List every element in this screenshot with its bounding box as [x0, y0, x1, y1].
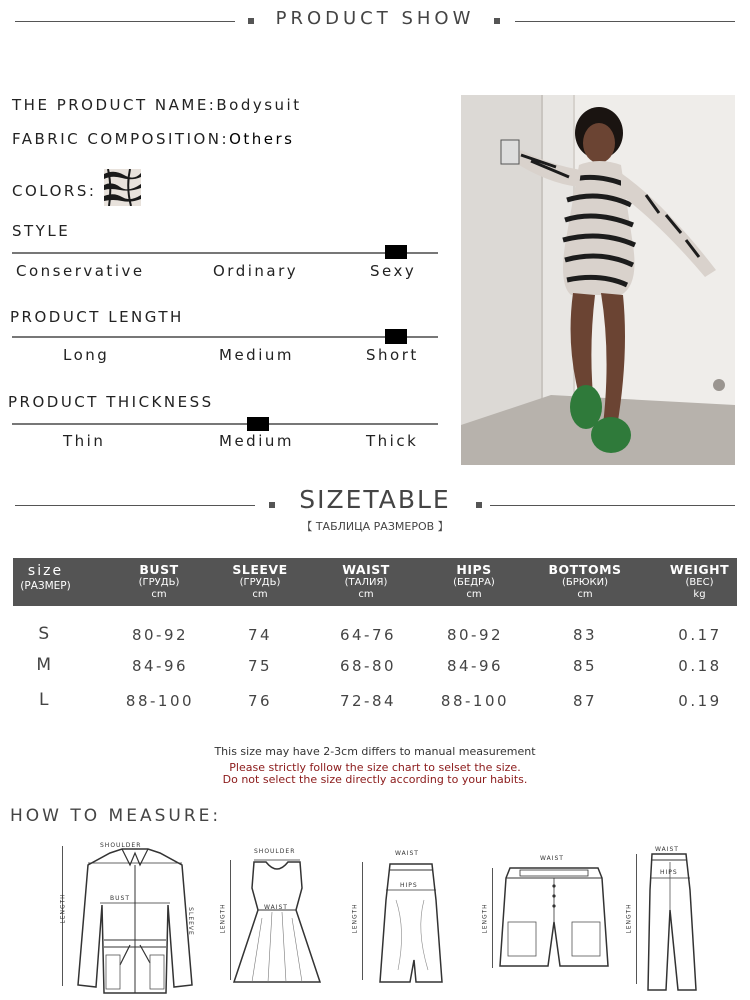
- sizetable-title: SIZETABLE: [299, 485, 451, 514]
- note-measurement: This size may have 2-3cm differs to manual measurement: [214, 745, 536, 758]
- style-label-sexy: Sexy: [370, 262, 417, 280]
- table-cell: 75: [247, 657, 273, 675]
- style-label-ordinary: Ordinary: [213, 262, 299, 280]
- style-label-conservative: Conservative: [16, 262, 145, 280]
- fabric-value: Others: [229, 130, 295, 148]
- pants-length-line: [636, 854, 637, 984]
- fabric-label: FABRIC COMPOSITION:: [12, 130, 230, 148]
- table-cell: 88-100: [125, 692, 195, 710]
- note-warning-1: Please strictly follow the size chart to selset the size.: [229, 761, 521, 774]
- product-name-label: THE PRODUCT NAME:: [12, 96, 217, 114]
- col-size: size (РАЗМЕР): [20, 563, 71, 592]
- pants-waist-label: WAIST: [655, 846, 679, 853]
- dress-length-label: LENGTH: [219, 903, 227, 934]
- thickness-scale-marker: [247, 417, 269, 431]
- sizetable-bullet-left: [269, 502, 275, 508]
- table-cell: 87: [572, 692, 598, 710]
- table-cell: 80-92: [131, 626, 189, 644]
- length-title: PRODUCT LENGTH: [10, 308, 184, 326]
- table-cell: L: [39, 690, 51, 710]
- table-cell: 80-92: [446, 626, 504, 644]
- jacket-shoulder-label: SHOULDER: [100, 842, 142, 849]
- header-bullet-left: [248, 18, 254, 24]
- col-bust: BUST (ГРУДЬ) cm: [138, 562, 180, 600]
- shorts-waist-label: WAIST: [540, 855, 564, 862]
- thickness-label-medium: Medium: [219, 432, 294, 450]
- length-label-short: Short: [366, 346, 419, 364]
- col-hips: HIPS (БЕДРА) cm: [453, 562, 495, 600]
- table-cell: 88-100: [440, 692, 510, 710]
- fabric-composition: [12, 130, 294, 148]
- header-rule-left: [15, 21, 235, 22]
- skirt-waist-label: WAIST: [395, 850, 419, 857]
- table-cell: 84-96: [446, 657, 504, 675]
- shorts-length-line: [492, 868, 493, 968]
- pants-length-label: LENGTH: [625, 903, 633, 934]
- length-label-medium: Medium: [219, 346, 294, 364]
- product-name-value: Bodysuit: [216, 96, 302, 114]
- product-name: [12, 96, 302, 114]
- product-photo: [461, 95, 735, 465]
- table-cell: 0.17: [678, 626, 722, 644]
- table-cell: 68-80: [339, 657, 397, 675]
- style-scale-marker: [385, 245, 407, 259]
- col-bottoms: BOTTOMS (БРЮКИ) cm: [548, 562, 622, 600]
- table-cell: 74: [247, 626, 273, 644]
- thickness-label-thin: Thin: [63, 432, 106, 450]
- table-cell: 0.19: [678, 692, 722, 710]
- jacket-bust-label: BUST: [110, 895, 130, 902]
- shorts-length-label: LENGTH: [481, 903, 489, 934]
- jacket-length-label: LENGTH: [59, 893, 67, 924]
- table-cell: M: [36, 655, 54, 675]
- color-swatch-zebra[interactable]: [104, 169, 141, 206]
- length-label-long: Long: [63, 346, 110, 364]
- jacket-sleeve-label: SLEEVE: [186, 907, 194, 936]
- shorts-icon: [498, 862, 610, 972]
- skirt-length-label: LENGTH: [351, 903, 359, 934]
- skirt-length-line: [362, 862, 363, 980]
- pants-hips-label: HIPS: [660, 869, 678, 876]
- dress-shoulder-label: SHOULDER: [254, 848, 296, 855]
- table-cell: 85: [572, 657, 598, 675]
- style-scale-track: [12, 252, 438, 254]
- colors-label: COLORS:: [12, 182, 97, 200]
- dress-icon: [232, 858, 322, 988]
- length-scale-marker: [385, 329, 407, 344]
- table-cell: 64-76: [339, 626, 397, 644]
- table-cell: S: [38, 624, 52, 644]
- how-to-measure-title: HOW TO MEASURE:: [10, 806, 222, 826]
- thickness-label-thick: Thick: [366, 432, 419, 450]
- jacket-icon: [70, 845, 200, 995]
- table-cell: 72-84: [339, 692, 397, 710]
- skirt-icon: [376, 860, 446, 990]
- table-cell: 84-96: [131, 657, 189, 675]
- header-rule-right: [515, 21, 735, 22]
- sizetable-rule-left: [15, 505, 255, 506]
- note-warning-2: Do not select the size directly according to your habits.: [222, 773, 528, 786]
- table-cell: 83: [572, 626, 598, 644]
- sizetable-subtitle: 【 ТАБЛИЦА РАЗМЕРОВ 】: [301, 520, 449, 533]
- style-title: STYLE: [12, 222, 71, 240]
- dress-waist-label: WAIST: [264, 904, 288, 911]
- col-weight: WEIGHT (ВЕС) kg: [669, 562, 730, 600]
- sizetable-bullet-right: [476, 502, 482, 508]
- table-cell: 76: [247, 692, 273, 710]
- table-cell: 0.18: [678, 657, 722, 675]
- thickness-title: PRODUCT THICKNESS: [8, 393, 214, 411]
- thickness-scale-track: [12, 423, 438, 425]
- col-waist: WAIST (ТАЛИЯ) cm: [342, 562, 390, 600]
- length-scale-track: [12, 336, 438, 338]
- skirt-hips-label: HIPS: [400, 882, 418, 889]
- dress-length-line: [230, 860, 231, 980]
- sizetable-rule-right: [490, 505, 735, 506]
- header-bullet-right: [494, 18, 500, 24]
- page-title: PRODUCT SHOW: [275, 8, 475, 29]
- col-sleeve: SLEEVE (ГРУДЬ) cm: [232, 562, 288, 600]
